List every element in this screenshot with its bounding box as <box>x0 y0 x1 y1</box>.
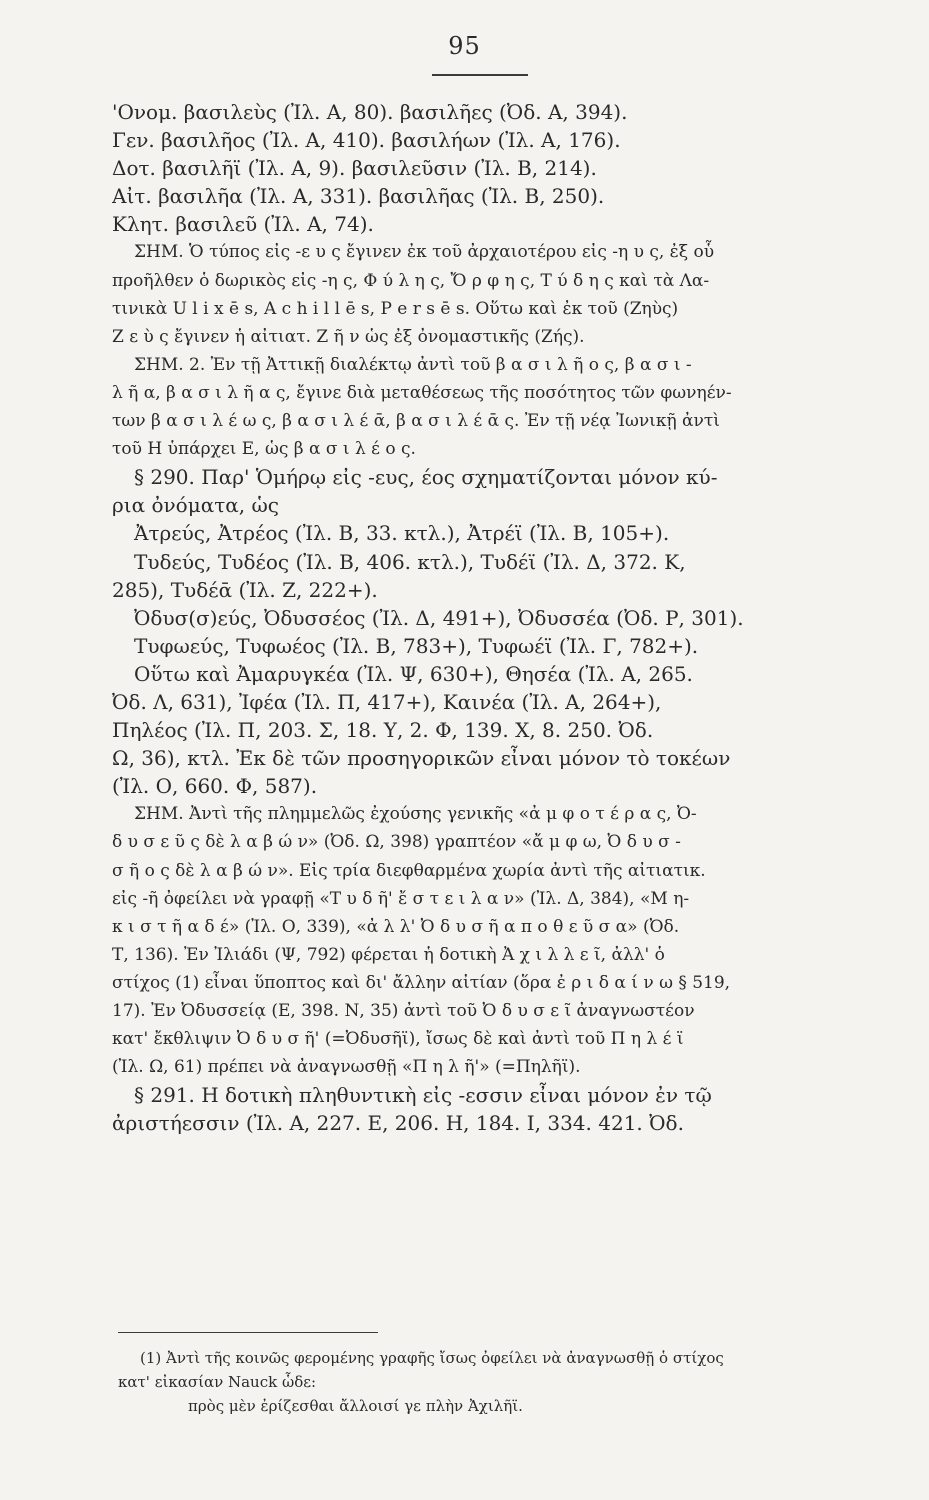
footnote-verse: πρὸς μὲν ἐρίζεσθαι ἄλλοισί γε πλὴν Ἀχιλῆϊ. <box>188 1397 523 1415</box>
note-line: προῆλθεν ὁ δωρικὸς εἰς -η ς, Φ ύ λ η ς, Ὄ ρ φ η ς, Τ ύ δ η ς καὶ τὰ Λα- <box>112 270 710 291</box>
note-line: εἰς -ῆ ὀφείλει νὰ γραφῇ «Τ υ δ ῆ' ἔ σ τ ε ι λ α ν» (Ἰλ. Δ, 384), «Μ η- <box>112 888 690 909</box>
note-line: τοῦ Η ὑπάρχει Ε, ὡς β α σ ι λ έ ο ς. <box>112 439 416 460</box>
header-rule <box>432 74 528 76</box>
note-line: στίχος (1) εἶναι ὕποπτος καὶ δι' ἄλλην αἰτίαν (ὅρα ἐ ρ ι δ α ί ν ω § 519, <box>112 972 731 993</box>
text-line: Οὕτω καὶ Ἀμαρυγκέα (Ἰλ. Ψ, 630+), Θησέα (Ἰλ. Α, 265. <box>134 661 693 686</box>
note-line: τινικὰ U l i x ē s, A c h i l l ē s, P e r s ē s. Οὕτω καὶ ἐκ τοῦ (Ζηὺς) <box>112 298 679 319</box>
footnote-line: κατ' εἰκασίαν Nauck ὧδε: <box>118 1373 317 1391</box>
note-line: ΣΗΜ. Ἀντὶ τῆς πλημμελῶς ἐχούσης γενικῆς «ἀ μ φ ο τ έ ρ α ς, Ὀ- <box>134 804 697 825</box>
text-line: Ὀδ. Λ, 631), Ἰφέα (Ἰλ. Π, 417+), Καινέα (Ἰλ. Α, 264+), <box>112 689 662 714</box>
footnote-rule <box>118 1332 378 1333</box>
note-line: κ ι σ τ ῆ α δ έ» (Ἰλ. Ο, 339), «ἀ λ λ' Ὀ δ υ σ ῆ α π ο θ ε ῦ σ α» (Ὀδ. <box>112 916 680 937</box>
declension-row-accusative: Αἰτ. βασιλῆα (Ἰλ. Α, 331). βασιλῆας (Ἰλ. Β, 250). <box>112 184 605 209</box>
footnotes <box>118 1346 868 1418</box>
note-line: ΣΗΜ. Ὁ τύπος εἰς -ε υ ς ἔγινεν ἐκ τοῦ ἀρχαιοτέρου εἰς -η υ ς, ἐξ οὗ <box>134 242 715 263</box>
text-line: Ω, 36), κτλ. Ἐκ δὲ τῶν προσηγορικῶν εἶναι μόνον τὸ τοκέων <box>112 746 731 771</box>
text-line: 285), Τυδέᾱ (Ἰλ. Ζ, 222+). <box>112 577 378 602</box>
body-text <box>112 98 864 1137</box>
note-line: σ ῆ ο ς δὲ λ α β ώ ν». Εἰς τρία διεφθαρμένα χωρία ἀντὶ τῆς αἰτιατικ. <box>112 860 706 881</box>
text-line: Πηλέος (Ἰλ. Π, 203. Σ, 18. Υ, 2. Φ, 139. Χ, 8. 250. Ὀδ. <box>112 718 654 743</box>
text-line: Τυφωεύς, Τυφωέος (Ἰλ. Β, 783+), Τυφωέϊ (Ἰλ. Γ, 782+). <box>134 633 699 658</box>
note-line: Ζ ε ὺ ς ἔγινεν ἡ αἰτιατ. Ζ ῆ ν ὡς ἐξ ὀνομαστικῆς (Ζής). <box>112 326 585 347</box>
note-line: ΣΗΜ. 2. Ἐν τῇ Ἀττικῇ διαλέκτῳ ἀντὶ τοῦ β α σ ι λ ῆ ο ς, β α σ ι - <box>134 354 692 375</box>
section-291-heading: § 291. Η δοτικὴ πληθυντικὴ εἰς -εσσιν εἶναι μόνον ἐν τῷ <box>134 1083 712 1108</box>
text-line: (Ἰλ. Ο, 660. Φ, 587). <box>112 774 318 799</box>
page-number: 95 <box>448 32 481 60</box>
declension-row-dative: Δοτ. βασιλῆϊ (Ἰλ. Α, 9). βασιλεῦσιν (Ἰλ. Β, 214). <box>112 156 597 181</box>
text-line: ρια ὀνόματα, ὡς <box>112 493 280 518</box>
footnote-line: (1) Ἀντὶ τῆς κοινῶς φερομένης γραφῆς ἴσως ὀφείλει νὰ ἀναγνωσθῇ ὁ στίχος <box>140 1349 724 1367</box>
note-line: των β α σ ι λ έ ω ς, β α σ ι λ έ ᾱ, β α σ ι λ έ ᾱ ς. Ἐν τῇ νέᾳ Ἰωνικῇ ἀντὶ <box>112 411 720 432</box>
declension-row-genitive: Γεν. βασιλῆος (Ἰλ. Α, 410). βασιλήων (Ἰλ. Α, 176). <box>112 128 621 153</box>
text-line: Ὀδυσ(σ)εύς, Ὀδυσσέος (Ἰλ. Δ, 491+), Ὀδυσσέα (Ὀδ. Ρ, 301). <box>134 605 744 630</box>
note-line: κατ' ἔκθλιψιν Ὀ δ υ σ ῆ' (=Ὀδυσῆϊ), ἴσως δὲ καὶ ἀντὶ τοῦ Π η λ έ ϊ <box>112 1029 684 1050</box>
note-line: Τ, 136). Ἐν Ἰλιάδι (Ψ, 792) φέρεται ἡ δοτικὴ Ἀ χ ι λ λ ε ῖ, ἀλλ' ὁ <box>112 944 665 965</box>
declension-row-nominative: 'Ονομ. βασιλεὺς (Ἰλ. Α, 80). βασιλῆες (Ὀδ. Α, 394). <box>112 100 628 124</box>
note-line: δ υ σ ε ῦ ς δὲ λ α β ώ ν» (Ὀδ. Ω, 398) γραπτέον «ἄ μ φ ω, Ὀ δ υ σ - <box>112 832 681 853</box>
note-line: (Ἰλ. Ω, 61) πρέπει νὰ ἀναγνωσθῇ «Π η λ ῆ'» (=Πηλῆϊ). <box>112 1057 581 1078</box>
text-line: Ἀτρεύς, Ἀτρέος (Ἰλ. Β, 33. κτλ.), Ἀτρέϊ (Ἰλ. Β, 105+). <box>134 521 670 546</box>
text-line: ἀριστήεσσιν (Ἰλ. Α, 227. Ε, 206. Η, 184. Ι, 334. 421. Ὀδ. <box>112 1111 684 1136</box>
text-line: Τυδεύς, Τυδέος (Ἰλ. Β, 406. κτλ.), Τυδέϊ (Ἰλ. Δ, 372. Κ, <box>134 549 686 574</box>
section-290-heading: § 290. Παρ' Ὁμήρῳ εἰς -ευς, έος σχηματίζονται μόνον κύ- <box>134 465 718 490</box>
note-line: λ ῆ α, β α σ ι λ ῆ α ς, ἔγινε διὰ μεταθέσεως τῆς ποσότητος τῶν φωνηέν- <box>112 382 732 403</box>
note-line: 17). Ἐν Ὀδυσσείᾳ (Ε, 398. Ν, 35) ἀντὶ τοῦ Ὀ δ υ σ ε ῖ ἀναγνωστέον <box>112 1001 695 1021</box>
declension-row-vocative: Κλητ. βασιλεῦ (Ἰλ. Α, 74). <box>112 212 374 237</box>
